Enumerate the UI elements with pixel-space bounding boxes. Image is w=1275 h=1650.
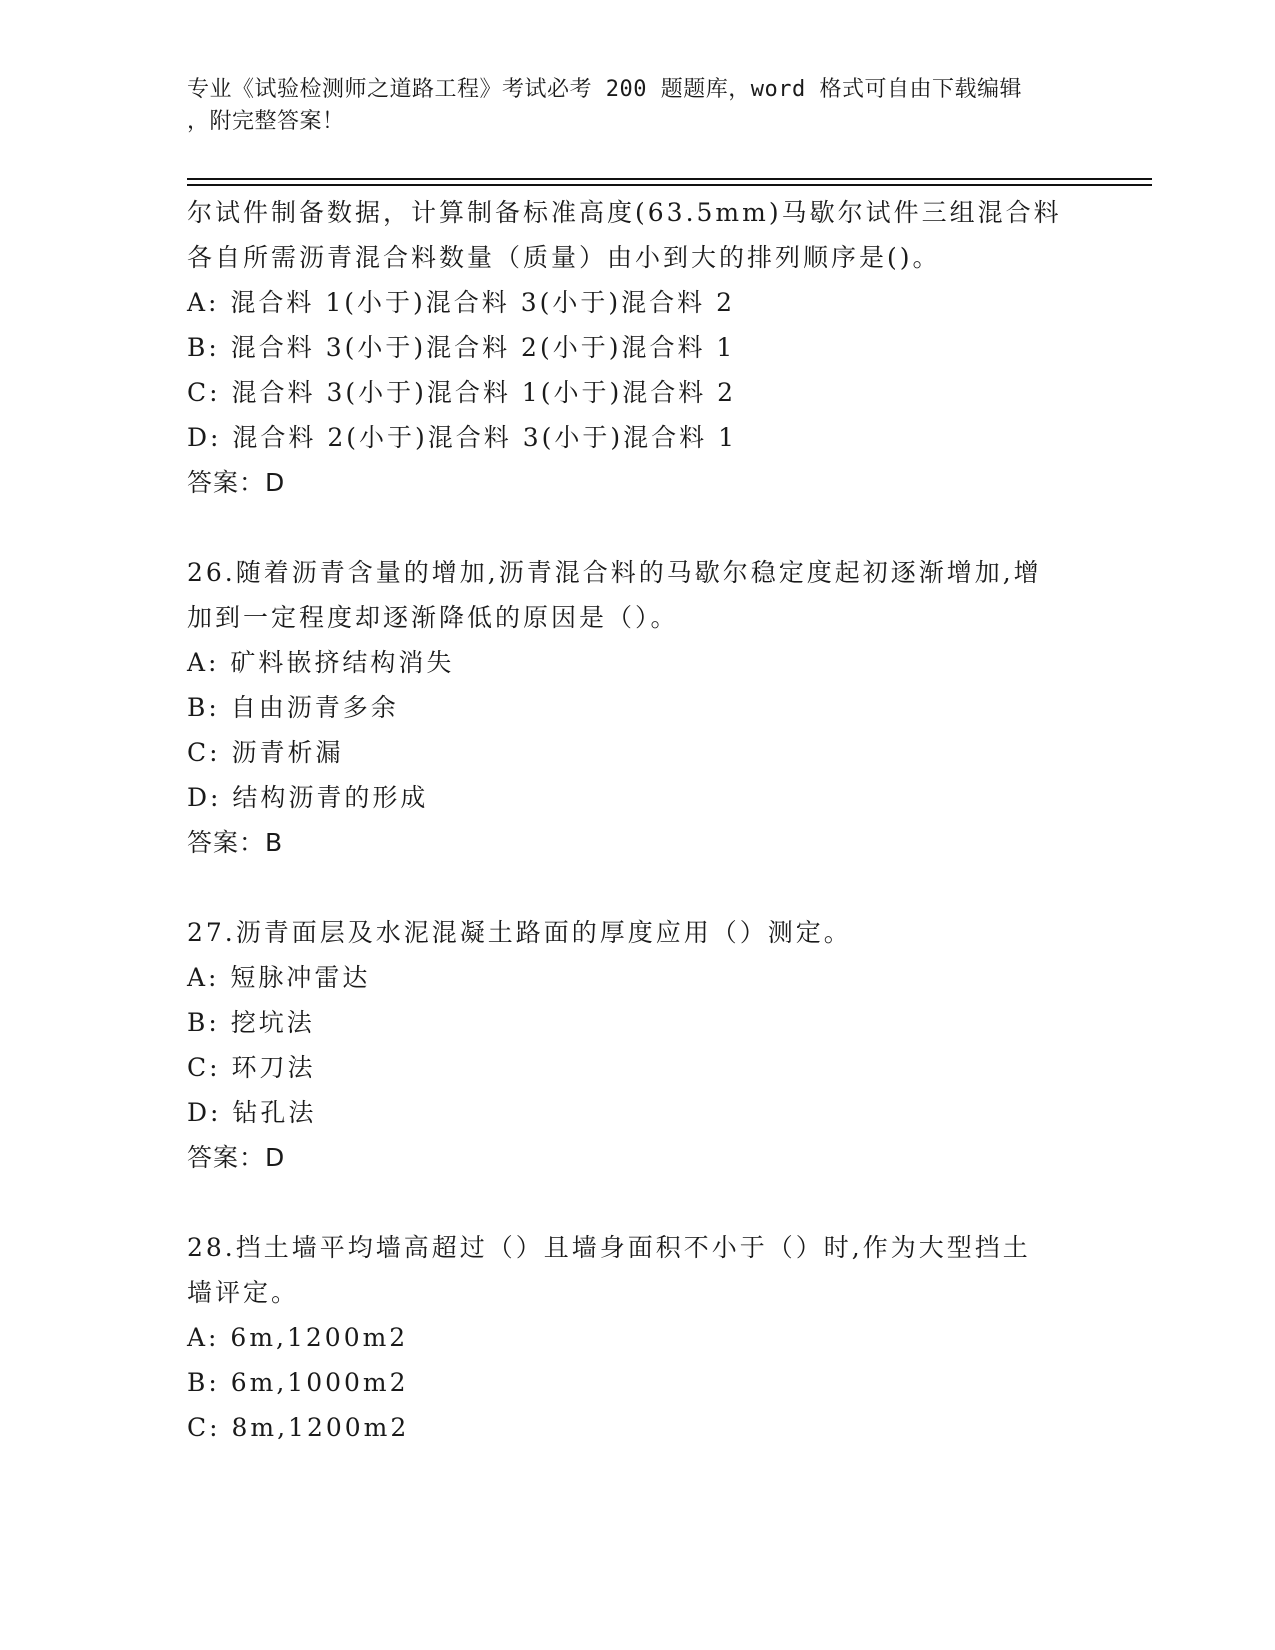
question-28	[187, 1225, 1107, 1450]
option-c: C: 环刀法	[187, 1053, 316, 1082]
option-a: A: 混合料 1(小于)混合料 3(小于)混合料 2	[187, 288, 735, 317]
question-stem-line: 加到一定程度却逐渐降低的原因是（）。	[187, 603, 679, 632]
option-d: D: 混合料 2(小于)混合料 3(小于)混合料 1	[187, 423, 737, 452]
option-d: D: 钻孔法	[187, 1098, 317, 1127]
option-c: C: 8m,1200m2	[187, 1413, 410, 1442]
question-stem-line: 尔试件制备数据，计算制备标准高度(63.5mm)马歇尔试件三组混合料	[187, 198, 1062, 227]
header-line-1: 专业《试验检测师之道路工程》考试必考 200 题题库，word 格式可自由下载编辑	[187, 77, 1022, 102]
question-26	[187, 550, 1107, 865]
question-stem-line: 28.挡土墙平均墙高超过（）且墙身面积不小于（）时,作为大型挡土	[187, 1233, 1031, 1262]
option-a: A: 矿料嵌挤结构消失	[187, 648, 455, 677]
answer-label: 答案：D	[187, 1143, 286, 1172]
option-b: B: 挖坑法	[187, 1008, 315, 1037]
header-line-2: ，附完整答案！	[187, 109, 345, 134]
option-b: B: 自由沥青多余	[187, 693, 399, 722]
question-spacer	[187, 505, 1107, 550]
header-divider-bottom	[187, 184, 1152, 186]
question-spacer	[187, 1180, 1107, 1225]
document-header	[187, 74, 1087, 138]
option-a: A: 6m,1200m2	[187, 1323, 409, 1352]
option-c: C: 沥青析漏	[187, 738, 344, 767]
question-25	[187, 190, 1107, 505]
question-spacer	[187, 865, 1107, 910]
header-divider-top	[187, 178, 1152, 180]
question-stem-line: 26.随着沥青含量的增加,沥青混合料的马歇尔稳定度起初逐渐增加,增	[187, 558, 1042, 587]
question-stem-line: 墙评定。	[187, 1278, 300, 1307]
answer-label: 答案：D	[187, 468, 286, 497]
option-b: B: 6m,1000m2	[187, 1368, 409, 1397]
question-27	[187, 910, 1107, 1180]
answer-label: 答案：B	[187, 828, 284, 857]
question-stem-line: 各自所需沥青混合料数量（质量）由小到大的排列顺序是()。	[187, 243, 941, 272]
question-stem-line: 27.沥青面层及水泥混凝土路面的厚度应用（）测定。	[187, 918, 852, 947]
option-b: B: 混合料 3(小于)混合料 2(小于)混合料 1	[187, 333, 736, 362]
option-c: C: 混合料 3(小于)混合料 1(小于)混合料 2	[187, 378, 737, 407]
option-d: D: 结构沥青的形成	[187, 783, 429, 812]
option-a: A: 短脉冲雷达	[187, 963, 371, 992]
question-list	[187, 190, 1107, 1450]
